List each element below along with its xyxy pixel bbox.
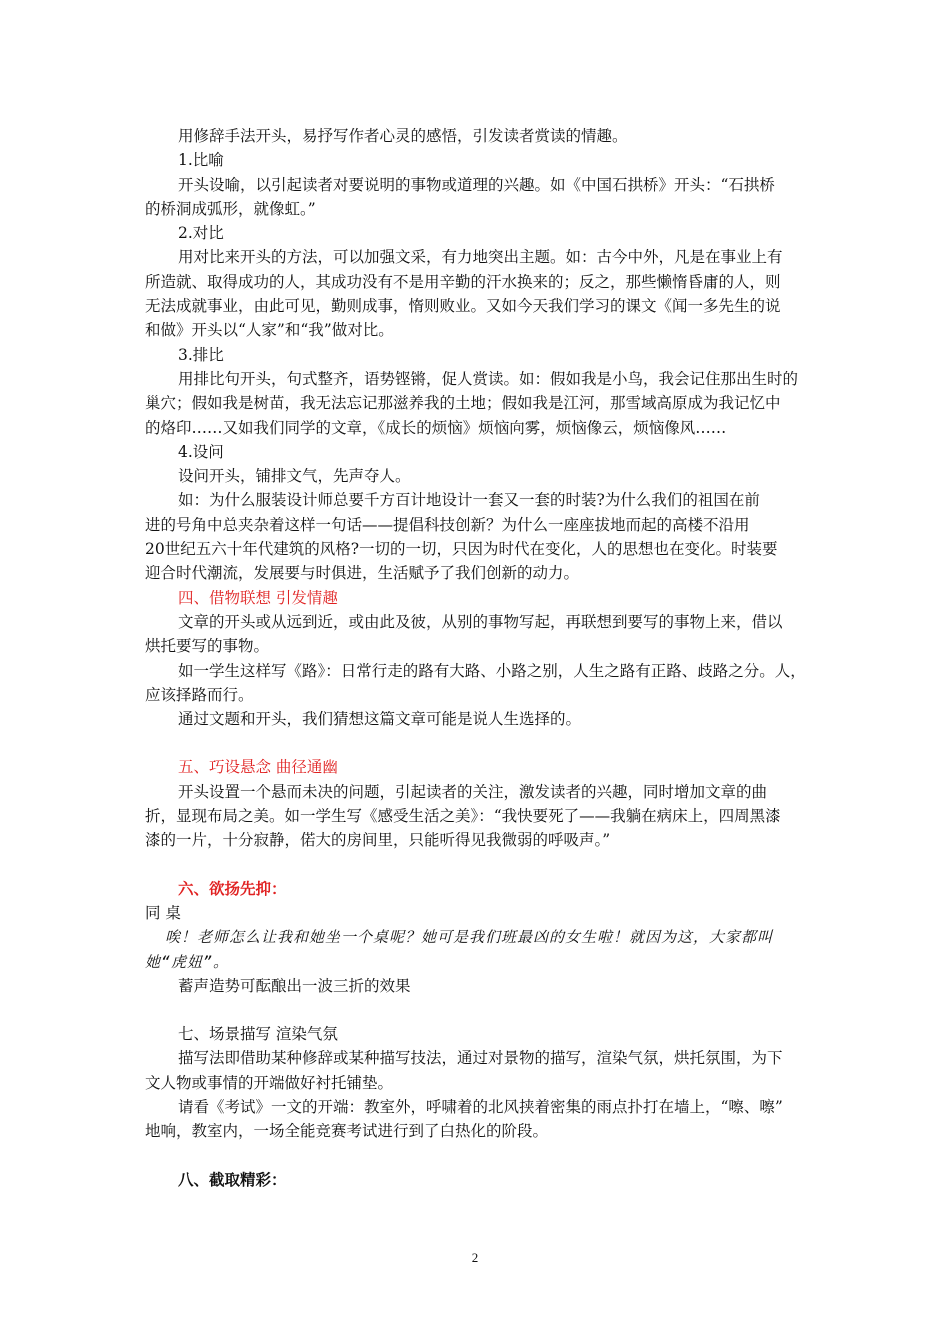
paragraph-line: 迎合时代潮流，发展要与时俱进，生活赋予了我们创新的动力。 [145, 564, 580, 583]
paragraph-line: 设问开头，铺排文气，先声夺人。 [178, 467, 411, 486]
subheading-contrast: 2.对比 [178, 224, 224, 243]
paragraph-line: 文章的开头或从远到近，或由此及彼，从别的事物写起，再联想到要写的事物上来，借以 [178, 612, 783, 631]
paragraph-line: 开头设喻，以引起读者对要说明的事物或道理的兴趣。如《中国石拱桥》开头：“石拱桥 [178, 175, 775, 194]
spacer [145, 853, 810, 877]
paragraph-line: 烘托要写的事物。 [145, 637, 270, 656]
paragraph-line: 开头设置一个悬而未决的问题，引起读者的关注，激发读者的兴趣，同时增加文章的曲 [178, 782, 768, 801]
example-title: 同 桌 [145, 903, 181, 922]
section-heading-6: 六、欲扬先抑： [178, 878, 287, 898]
spacer [145, 731, 810, 755]
paragraph-line: 用修辞手法开头，易抒写作者心灵的感悟，引发读者赏读的情趣。 [178, 127, 628, 145]
example-handwritten-line: 她“虎妞”。 [145, 952, 230, 971]
subheading-rhetorical-question: 4.设问 [178, 442, 224, 461]
paragraph-line: 文人物或事情的开端做好衬托铺垫。 [145, 1073, 394, 1092]
paragraph-line: 进的号角中总夹杂着这样一句话——提倡科技创新？为什么一座座拔地而起的高楼不沿用 [145, 515, 750, 534]
paragraph-line: 通过文题和开头，我们猜想这篇文章可能是说人生选择的。 [178, 710, 582, 729]
paragraph-line: 描写法即借助某种修辞或某种描写技法，通过对景物的描写，渲染气氛，烘托氛围，为下 [178, 1049, 783, 1068]
document-body [145, 124, 810, 1192]
paragraph-line: 和做》开头以“人家”和“我”做对比。 [145, 321, 394, 340]
paragraph-line: 20世纪五六十年代建筑的风格?一切的一切，只因为时代在变化，人的思想也在变化。时装要 [145, 540, 778, 559]
spacer [145, 998, 810, 1022]
paragraph-line: 的烙印……又如我们同学的文章，《成长的烦恼》烦恼向雾，烦恼像云，烦恼像风…… [145, 418, 727, 437]
paragraph-line: 漆的一片，十分寂静，偌大的房间里，只能听得见我微弱的呼吸声。” [145, 831, 611, 850]
section-heading-4: 四、借物联想 引发情趣 [178, 588, 338, 607]
paragraph-line: 的桥洞成弧形，就像虹。” [145, 199, 316, 218]
paragraph-line: 无法成就事业，由此可见，勤则成事，惰则败业。又如今天我们学习的课文《闻一多先生的说 [145, 297, 781, 316]
section-heading-8: 八、截取精彩： [178, 1169, 287, 1189]
page-number: 2 [471, 1250, 479, 1265]
paragraph-line: 折，显现布局之美。如一学生写《感受生活之美》：“我快要死了——我躺在病床上，四周黑漆 [145, 807, 781, 826]
example-handwritten-line: 唉！老师怎么让我和她坐一个桌呢？她可是我们班最凶的女生啦！就因为这，大家都叫 [165, 928, 774, 947]
paragraph-line: 请看《考试》一文的开端：教室外，呼啸着的北风挟着密集的雨点扑打在墙上，“嚓、嚓” [178, 1097, 783, 1116]
paragraph-line: 用排比句开头，句式整齐，语势铿锵，促人赏读。如：假如我是小鸟，我会记住那出生时的 [178, 369, 799, 388]
spacer [145, 1144, 810, 1168]
subheading-parallelism: 3.排比 [178, 345, 224, 364]
paragraph-line: 所造就、取得成功的人，其成功没有不是用辛勤的汗水换来的；反之，那些懒惰昏庸的人，则 [145, 272, 781, 291]
section-heading-7: 七、场景描写 渲染气氛 [178, 1025, 338, 1044]
section-heading-5: 五、巧设悬念 曲径通幽 [178, 758, 338, 777]
paragraph-line: 蓄声造势可酝酿出一波三折的效果 [178, 976, 411, 995]
subheading-metaphor: 1.比喻 [178, 151, 224, 170]
paragraph-line: 应该择路而行。 [145, 685, 254, 704]
paragraph-line: 如一学生这样写《路》：日常行走的路有大路、小路之别，人生之路有正路、歧路之分。人， [178, 661, 806, 680]
paragraph-line: 用对比来开头的方法，可以加强文采，有力地突出主题。如：古今中外，凡是在事业上有 [178, 248, 783, 267]
paragraph-line: 巢穴；假如我是树苗，我无法忘记那滋养我的土地；假如我是江河，那雪域高原成为我记忆中 [145, 394, 781, 413]
paragraph-line: 地响，教室内，一场全能竞赛考试进行到了白热化的阶段。 [145, 1122, 549, 1141]
paragraph-line: 如：为什么服装设计师总要千方百计地设计一套又一套的时装?为什么我们的祖国在前 [178, 491, 760, 510]
